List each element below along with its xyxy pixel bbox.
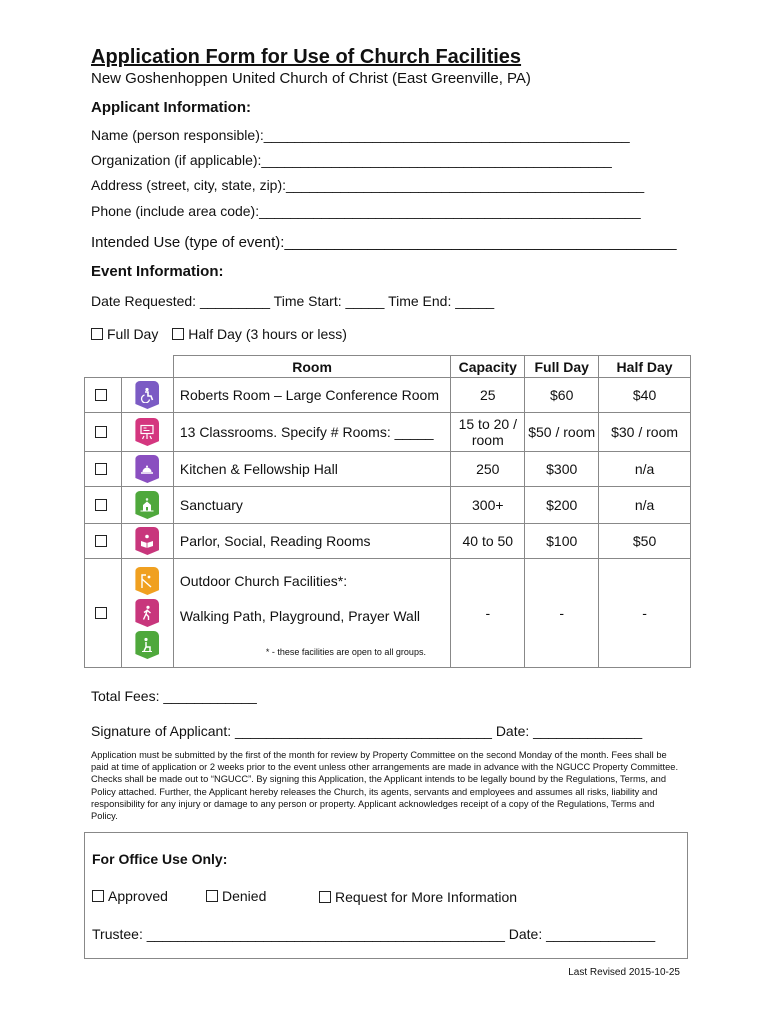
accessibility-icon [135,381,159,409]
half-day-checkbox[interactable] [172,328,184,340]
half-day-cell: $40 [599,378,691,413]
request-more-option[interactable] [319,889,517,905]
room-name: 13 Classrooms. Specify # Rooms: _____ [173,413,450,452]
outdoor-room-cell [173,559,450,668]
room-header: Room [173,356,450,378]
half-day-label: Half Day (3 hours or less) [188,326,347,342]
room-name: Roberts Room – Large Conference Room [173,378,450,413]
address-field[interactable]: Address (street, city, state, zip):______________________________________________ [91,177,645,193]
outdoor-title: Outdoor Church Facilities*: [179,573,348,589]
signature-field[interactable]: Signature of Applicant: _________________________________ Date: ______________ [91,723,643,739]
office-use-box [84,832,688,959]
half-day-cell: $30 / room [599,413,691,452]
applicant-heading: Applicant Information: [91,99,251,116]
table-header-row [85,356,691,378]
reading-icon [135,527,159,555]
total-fees-field[interactable]: Total Fees: ____________ [91,688,257,704]
full-day-checkbox[interactable] [91,328,103,340]
dining-icon [135,455,159,483]
full-day-label: Full Day [107,326,159,342]
event-heading: Event Information: [91,263,224,280]
row-checkbox[interactable] [95,499,107,511]
row-checkbox[interactable] [95,535,107,547]
capacity-cell: - [451,559,525,668]
half-day-cell: n/a [599,487,691,524]
capacity-cell: 25 [451,378,525,413]
form-title: Application Form for Use of Church Facilities [91,46,522,68]
full-day-header: Full Day [525,356,599,378]
half-day-cell: $50 [599,524,691,559]
full-day-cell: $60 [525,378,599,413]
request-more-checkbox[interactable] [319,891,331,903]
room-name: Sanctuary [173,487,450,524]
outdoor-list: Walking Path, Playground, Prayer Wall [179,608,421,624]
playground-icon [135,567,159,595]
classroom-icon [135,418,159,446]
day-options [91,326,347,342]
table-row [85,452,691,487]
half-day-cell: - [599,559,691,668]
room-name: Kitchen & Fellowship Hall [173,452,450,487]
table-row [85,559,691,668]
capacity-cell: 300+ [451,487,525,524]
request-more-label: Request for More Information [335,889,518,905]
table-row [85,413,691,452]
last-revised: Last Revised 2015-10-25 [568,967,680,978]
terms-paragraph: Application must be submitted by the first of the month for review by Property Committee on the second Monday of the month. Fees shall be paid at time of application or 2 weeks prior to the event unless other arrangements are made in advance with the NGUCC Property Committee. Checks shall be made out to “NGUCC”. By signing this Application, the Applicant intends to be legally bound by the Regulations, Terms, and Policy attached. Further, the Applicant hereby releases the Church, its agents, servants and employees and assumes all risks, liability and responsibility for any injury or damage to any person or property. Applicant acknowledges receipt of a copy of the Regulations, Terms and Policy. [91,750,679,822]
facilities-table [84,355,691,668]
table-row [85,487,691,524]
half-day-cell: n/a [599,452,691,487]
form-subtitle: New Goshenhoppen United Church of Christ (East Greenville, PA) [91,70,531,87]
table-row [85,524,691,559]
denied-label: Denied [222,888,267,904]
capacity-header: Capacity [451,356,525,378]
phone-field[interactable]: Phone (include area code):_________________________________________________ [91,203,641,219]
capacity-cell: 15 to 20 / room [451,413,525,452]
half-day-header: Half Day [599,356,691,378]
prayer-icon [135,631,159,659]
full-day-cell: - [525,559,599,668]
half-day-option[interactable] [172,326,347,342]
row-checkbox[interactable] [95,607,107,619]
approved-option[interactable] [92,888,168,904]
full-day-cell: $300 [525,452,599,487]
intended-use-field[interactable]: Intended Use (type of event):_______________________________________________ [91,234,677,251]
full-day-option[interactable] [91,326,158,342]
table-row [85,378,691,413]
organization-field[interactable]: Organization (if applicable):_____________________________________________ [91,152,612,168]
approved-label: Approved [108,888,168,904]
capacity-cell: 250 [451,452,525,487]
denied-option[interactable] [206,888,266,904]
room-name: Parlor, Social, Reading Rooms [173,524,450,559]
capacity-cell: 40 to 50 [451,524,525,559]
office-heading: For Office Use Only: [92,851,228,867]
outdoor-note: * - these facilities are open to all groups. [265,647,426,657]
walking-icon [135,599,159,627]
full-day-cell: $100 [525,524,599,559]
denied-checkbox[interactable] [206,890,218,902]
date-time-field[interactable]: Date Requested: _________ Time Start: _____ Time End: _____ [91,293,495,309]
full-day-cell: $200 [525,487,599,524]
row-checkbox[interactable] [95,463,107,475]
name-field[interactable]: Name (person responsible):_______________________________________________ [91,127,630,143]
row-checkbox[interactable] [95,389,107,401]
trustee-field[interactable]: Trustee: ______________________________________________ Date: ______________ [92,926,656,942]
church-icon [135,491,159,519]
row-checkbox[interactable] [95,426,107,438]
full-day-cell: $50 / room [525,413,599,452]
approved-checkbox[interactable] [92,890,104,902]
